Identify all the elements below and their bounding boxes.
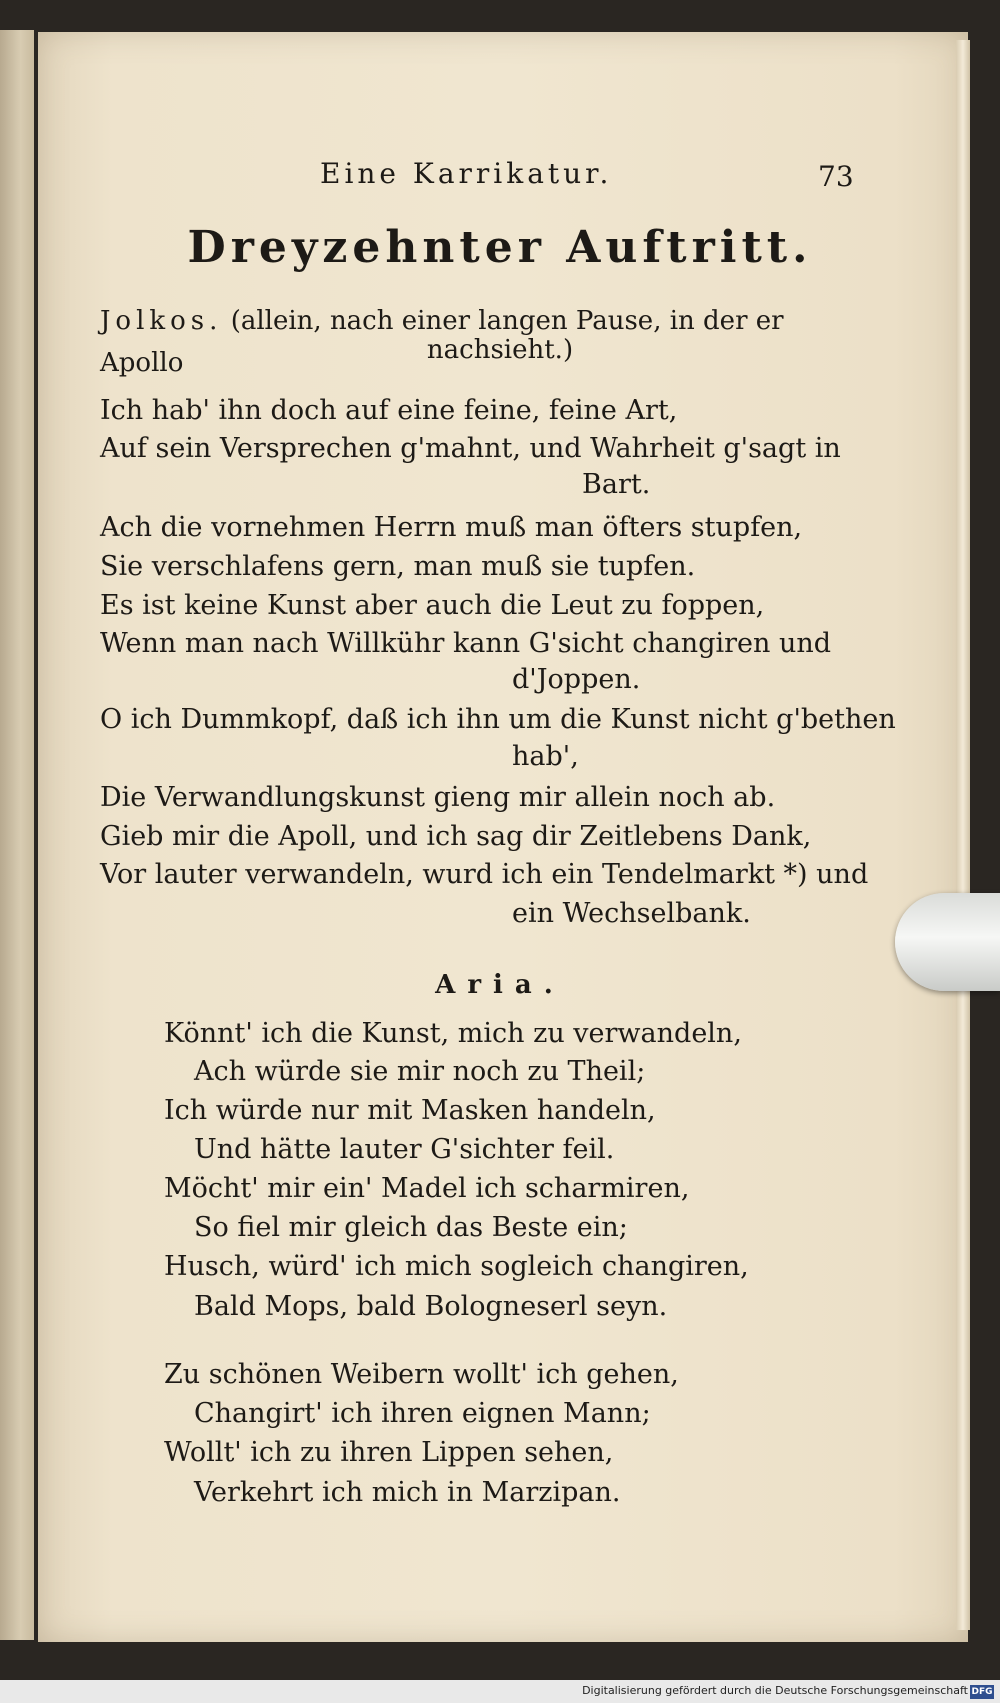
speech-line-continued: hab', [512, 741, 579, 772]
aria-line: Möcht' mir ein' Madel ich scharmiren, [164, 1173, 690, 1204]
running-head: Eine Karrikatur. [320, 157, 613, 190]
dfg-logo: DFG [971, 1687, 993, 1697]
speech-line: Ich hab' ihn doch auf eine feine, feine Art, [100, 395, 678, 426]
stage-direction: (allein, nach einer langen Pause, in der er Apollo [100, 306, 784, 378]
speech-line: Gieb mir die Apoll, und ich sag dir Zeitlebens Dank, [100, 821, 812, 852]
aria-line: Wollt' ich zu ihren Lippen sehen, [164, 1437, 614, 1468]
speech-line: Wenn man nach Willkühr kann G'sicht changiren und [100, 628, 832, 659]
speech-line: Vor lauter verwandeln, wurd ich ein Tendelmarkt *) und [100, 859, 869, 890]
aria-line: Husch, würd' ich mich sogleich changiren, [164, 1251, 749, 1282]
aria-line: Changirt' ich ihren eignen Mann; [194, 1398, 651, 1429]
aria-line: Zu schönen Weibern wollt' ich gehen, [164, 1359, 679, 1390]
aria-line: Könnt' ich die Kunst, mich zu verwandeln, [164, 1018, 742, 1049]
stage-direction-continued: nachsieht.) [426, 335, 574, 365]
speech-line-continued: d'Joppen. [512, 664, 641, 695]
speech-line-continued: Bart. [582, 469, 651, 500]
digitization-credit: Digitalisierung gefördert durch die Deutsche Forschungsgemeinschaft [582, 1684, 968, 1697]
speaker-name: Jolkos. [100, 306, 223, 336]
aria-line: Bald Mops, bald Bologneserl seyn. [194, 1291, 668, 1322]
speech-line: Auf sein Versprechen g'mahnt, und Wahrheit g'sagt in [100, 433, 841, 464]
speech-line: Es ist keine Kunst aber auch die Leut zu foppen, [100, 590, 765, 621]
aria-line: Ich würde nur mit Masken handeln, [164, 1095, 656, 1126]
speech-line-continued: ein Wechselbank. [512, 898, 751, 929]
aria-line: Und hätte lauter G'sichter feil. [194, 1134, 615, 1165]
aria-line: So fiel mir gleich das Beste ein; [194, 1212, 628, 1243]
page-number: 73 [818, 160, 854, 193]
speech-line: O ich Dummkopf, daß ich ihn um die Kunst nicht g'bethen [100, 704, 896, 735]
scene-title: Dreyzehnter Auftritt. [187, 222, 813, 273]
speech-line: Ach die vornehmen Herrn muß man öfters stupfen, [100, 512, 803, 543]
speech-line: Die Verwandlungskunst gieng mir allein noch ab. [100, 782, 776, 813]
speech-line: Sie verschlafens gern, man muß sie tupfen. [100, 551, 696, 582]
aria-title: Aria. [435, 970, 565, 1000]
page-clip [895, 893, 1000, 991]
aria-line: Ach würde sie mir noch zu Theil; [194, 1056, 646, 1087]
aria-line: Verkehrt ich mich in Marzipan. [194, 1477, 621, 1508]
page-stack-edge [956, 40, 970, 1630]
